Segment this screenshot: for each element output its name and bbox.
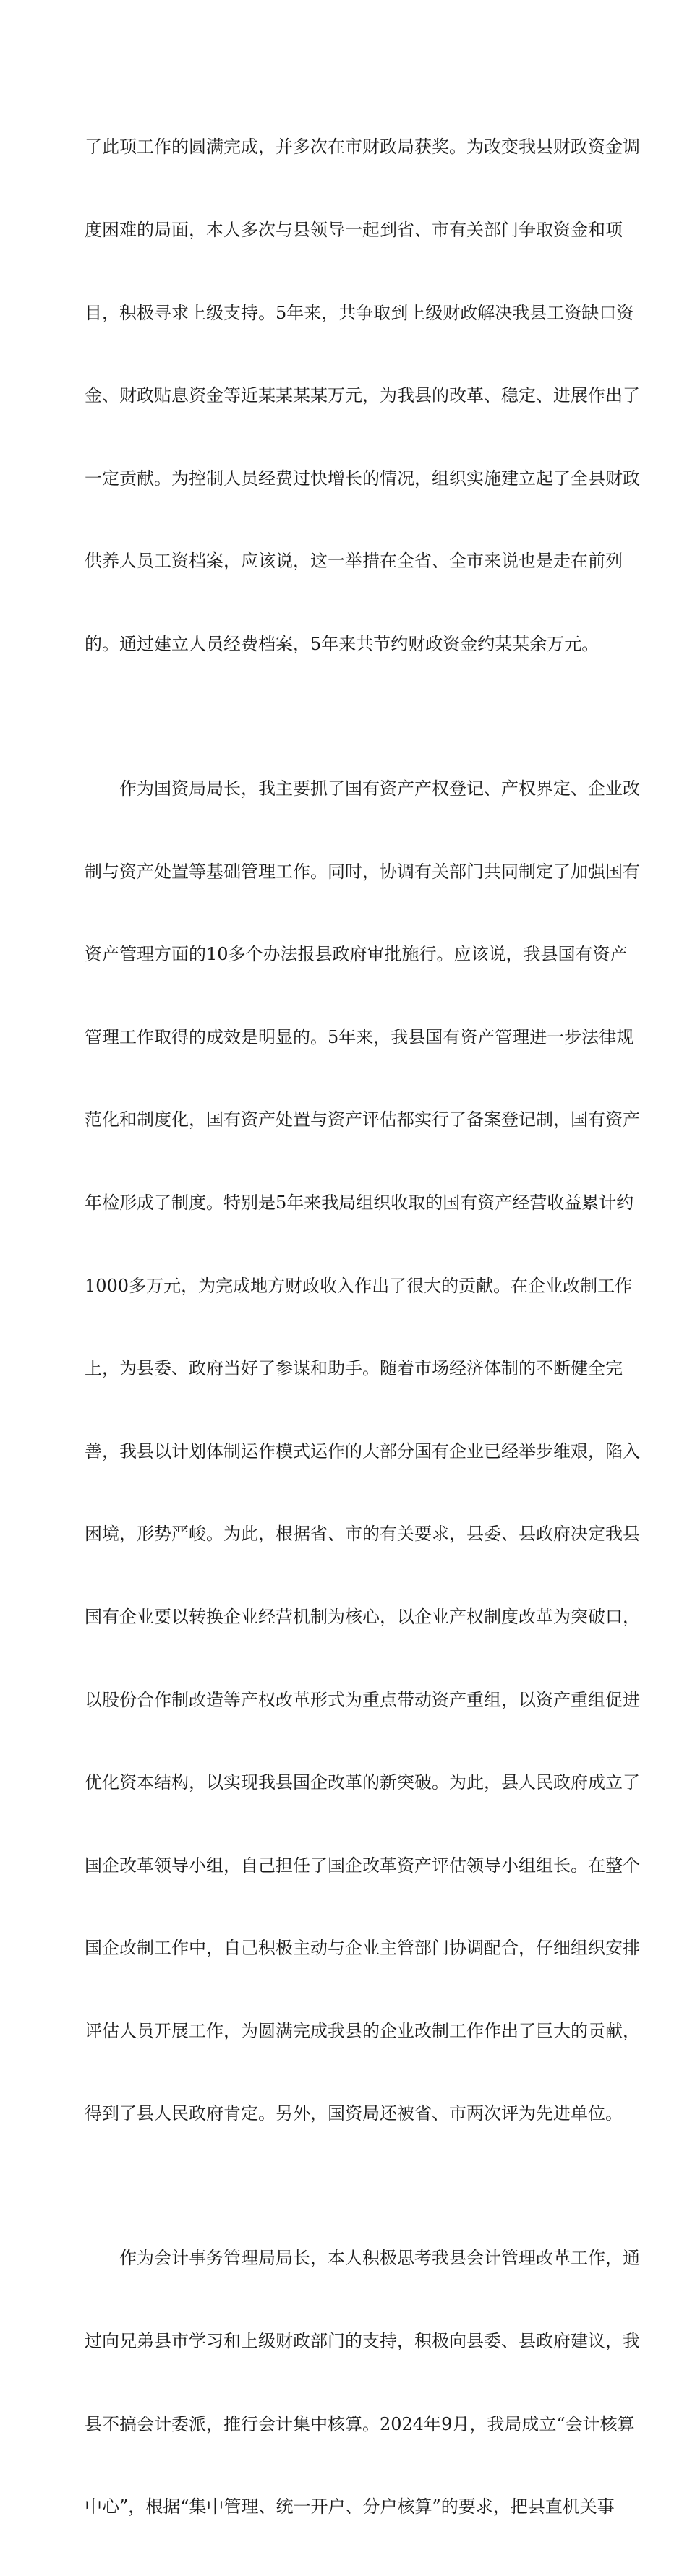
text-line: 评估人员开展工作，为圆满完成我县的企业改制工作作出了巨大的贡献，: [85, 2020, 640, 2041]
text-line: 范化和制度化，国有资产处置与资产评估都实行了备案登记制，国有资产: [85, 1109, 640, 1130]
text-line: 优化资本结构，以实现我县国企改革的新突破。为此，县人民政府成立了: [85, 1772, 640, 1793]
text-line: 管理工作取得的成效是明显的。5年来，我县国有资产管理进一步法律规: [85, 1026, 634, 1047]
paragraph-2: [85, 720, 640, 2184]
text-line: 善，我县以计划体制运作模式运作的大部分国有企业已经举步维艰，陷入: [85, 1441, 640, 1461]
text-line: 了此项工作的圆满完成，并多次在市财政局获奖。为改变我县财政资金调: [85, 137, 640, 158]
paragraph-1: [85, 78, 640, 713]
text-line: 国有企业要以转换企业经营机制为核心，以企业产权制度改革为突破口，: [85, 1606, 640, 1627]
text-line: 困境，形势严峻。为此，根据省、市的有关要求，县委、县政府决定我县: [85, 1524, 640, 1545]
text-line: 作为国资局局长，我主要抓了国有资产产权登记、产权界定、企业改: [119, 778, 640, 799]
text-line: 国企改制工作中，自己积极主动与企业主管部门协调配合，仔细组织安排: [85, 1938, 640, 1959]
text-line: 年检形成了制度。特别是5年来我局组织收取的国有资产经营收益累计约: [85, 1192, 634, 1213]
text-line: 一定贡献。为控制人员经费过快增长的情况，组织实施建立起了全县财政: [85, 468, 640, 489]
text-line: 资产管理方面的10多个办法报县政府审批施行。应该说，我县国有资产: [85, 944, 628, 965]
text-line: 县不搞会计委派，推行会计集中核算。2024年9月，我局成立“会计核算: [85, 2413, 635, 2434]
text-line: 金、财政贴息资金等近某某某某万元，为我县的改革、稳定、进展作出了: [85, 385, 640, 406]
text-line: 1000多万元，为完成地方财政收入作出了很大的贡献。在企业改制工作: [85, 1275, 633, 1296]
text-line: 作为会计事务管理局局长，本人积极思考我县会计管理改革工作，通: [119, 2248, 640, 2269]
paragraph-3: [85, 2189, 640, 2576]
text-line: 中心”，根据“集中管理、统一开户、分户核算”的要求，把县直机关事: [85, 2496, 615, 2517]
text-line: 的。通过建立人员经费档案，5年来共节约财政资金约某某余万元。: [85, 633, 599, 654]
text-line: 上，为县委、政府当好了参谋和助手。随着市场经济体制的不断健全完: [85, 1358, 623, 1379]
text-line: 制与资产处置等基础管理工作。同时，协调有关部门共同制定了加强国有: [85, 861, 640, 882]
text-line: 以股份合作制改造等产权改革形式为重点带动资产重组，以资产重组促进: [85, 1689, 640, 1710]
text-line: 目，积极寻求上级支持。5年来，共争取到上级财政解决我县工资缺口资: [85, 302, 634, 323]
text-line: 供养人员工资档案，应该说，这一举措在全省、全市来说也是走在前列: [85, 551, 623, 572]
text-line: 过向兄弟县市学习和上级财政部门的支持，积极向县委、县政府建议，我: [85, 2331, 640, 2352]
text-line: 国企改革领导小组，自己担任了国企改革资产评估领导小组组长。在整个: [85, 1855, 640, 1876]
text-line: 度困难的局面，本人多次与县领导一起到省、市有关部门争取资金和项: [85, 220, 623, 240]
text-line: 得到了县人民政府肯定。另外，国资局还被省、市两次评为先进单位。: [85, 2103, 623, 2124]
body-text: [85, 78, 640, 2576]
